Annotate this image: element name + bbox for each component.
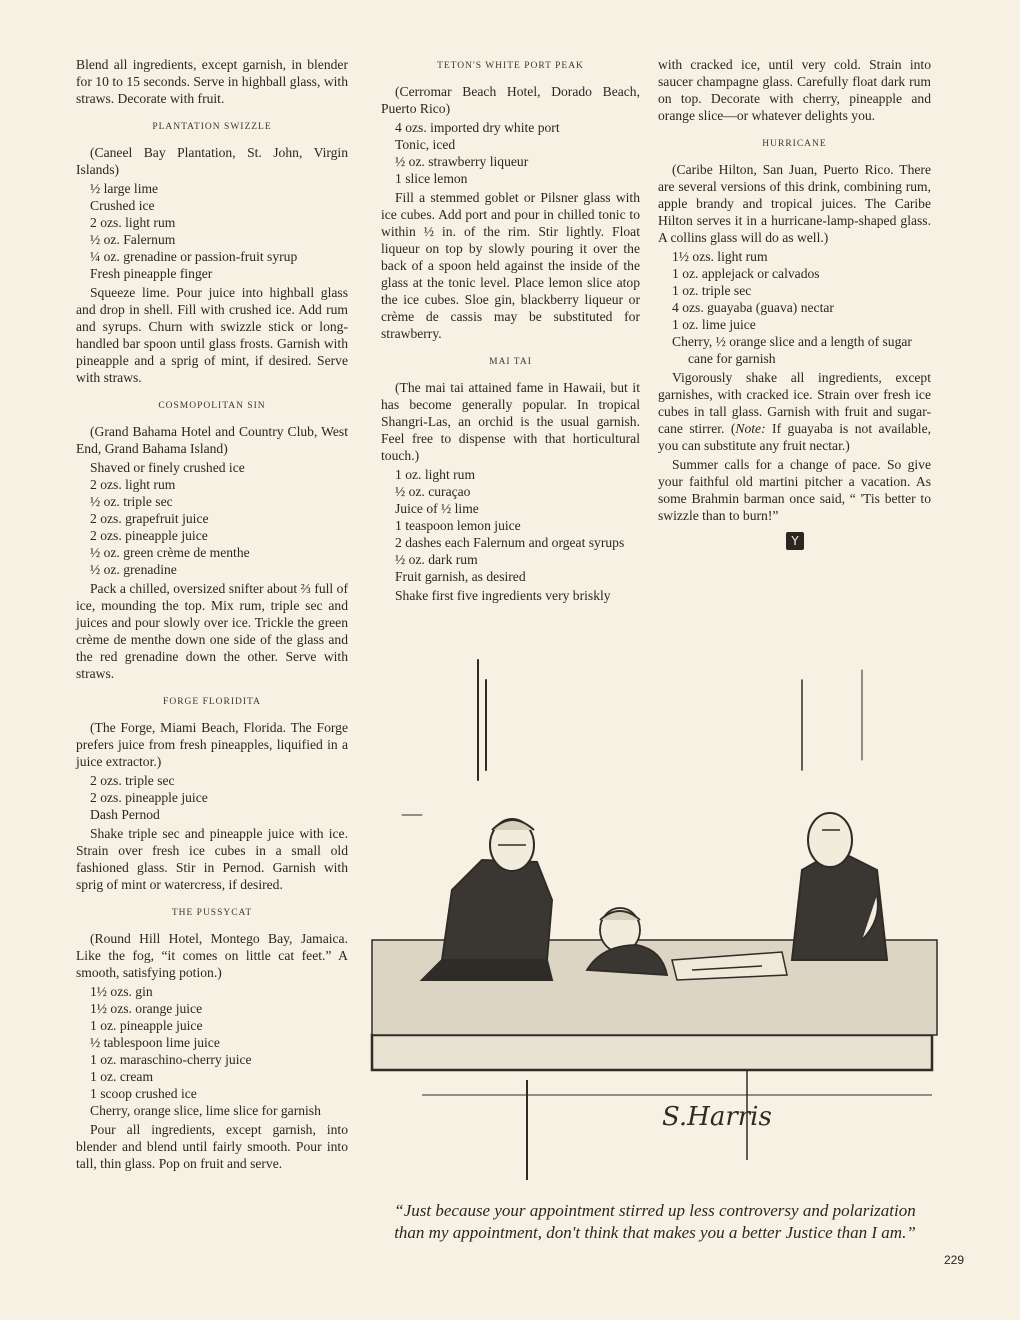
ingredient: 2 ozs. pineapple juice <box>90 790 208 805</box>
note-label: Note: <box>735 421 766 436</box>
recipe-method: Pour all ingredients, except garnish, into blender and blend until fairly smooth. Pour into tall, thin glass. Pop on fruit and serve. <box>76 1122 348 1171</box>
recipe-method <box>658 369 931 454</box>
method-text: Vigorously shake all ingredients, except garnishes, with cracked ice. Strain over fresh ice cubes in tall glass. Garnish with fruit and sugar-cane stirrer. ( <box>658 370 931 436</box>
ingredient: 1 oz. cream <box>90 1069 154 1084</box>
ingredient: 2 ozs. grapefruit juice <box>90 511 209 526</box>
ingredient: 1 oz. light rum <box>395 467 476 482</box>
justice-right <box>792 813 887 960</box>
ingredient: ½ oz. triple sec <box>90 494 173 509</box>
page-number: 229 <box>944 1253 965 1267</box>
ingredient: Juice of ½ lime <box>395 501 479 516</box>
ingredient: 1 oz. maraschino-cherry juice <box>90 1052 252 1067</box>
ingredient: 1 teaspoon lemon juice <box>395 518 521 533</box>
ingredient: Cherry, orange slice, lime slice for garnish <box>90 1103 321 1118</box>
ingredient-list <box>76 180 348 282</box>
recipe-intro: (Cerromar Beach Hotel, Dorado Beach, Puerto Rico) <box>381 84 640 116</box>
closing-paragraph: Summer calls for a change of pace. So give your faithful old martini pitcher a vacation. As some Brahmin barman once said, “ 'Tis better to swizzle than to burn!” <box>658 457 931 523</box>
ingredient: 1½ ozs. gin <box>90 984 153 999</box>
ingredient: Fruit garnish, as desired <box>395 569 526 584</box>
ingredient: 4 ozs. imported dry white port <box>395 120 560 135</box>
ingredient-list <box>76 983 348 1119</box>
recipe-title-forge-floridita: FORGE FLORIDITA <box>163 697 261 707</box>
ingredient: 2 ozs. triple sec <box>90 773 175 788</box>
ingredient: ½ oz. Falernum <box>90 232 176 247</box>
ingredient: 1 slice lemon <box>395 171 468 186</box>
recipe-title-cosmopolitan-sin: COSMOPOLITAN SIN <box>158 401 266 411</box>
ingredient-list <box>76 459 348 578</box>
recipe-title-mai-tai: MAI TAI <box>489 357 532 367</box>
column-3 <box>658 56 931 550</box>
recipe-title-tetons-white-port-peak: TETON'S WHITE PORT PEAK <box>437 61 584 71</box>
paragraph-continuation: Blend all ingredients, except garnish, in blender for 10 to 15 seconds. Serve in highball glass, with straws. Decorate with fruit. <box>76 57 348 106</box>
recipe-intro: (Caneel Bay Plantation, St. John, Virgin Islands) <box>76 145 348 177</box>
ingredient: 1 oz. applejack or calvados <box>672 266 820 281</box>
ingredient: 2 dashes each Falernum and orgeat syrups <box>395 535 625 550</box>
ingredient-list <box>658 248 931 367</box>
column-2 <box>381 58 640 606</box>
recipe-intro: (The mai tai attained fame in Hawaii, but it has become generally popular. In tropical Shangri-Las, an orchid is the usual garnish. Feel free to dispense with that horticultural touch.) <box>381 380 640 463</box>
bench <box>372 1035 932 1070</box>
ingredient: 1 oz. pineapple juice <box>90 1018 203 1033</box>
recipe-method: Shake first five ingredients very briskly <box>395 588 611 603</box>
ingredient: Cherry, ½ orange slice and a length of sugar cane for garnish <box>672 334 912 366</box>
method-text: If guayaba is not available, you can substitute any fruit nectar.) <box>658 421 932 453</box>
ingredient-list <box>381 466 640 585</box>
recipe-method: Fill a stemmed goblet or Pilsner glass with ice cubes. Add port and pour in chilled tonic to within ½ in. of the rim. Stir lightly. Float liqueur on top by slowly pouring it over the back of a spoon held against the inside of the glass at the tonic level. Place lemon slice atop the ice cubes. Sloe gin, blackberry liqueur or crème de cassis may be substituted for strawberry. <box>381 190 640 341</box>
recipe-title-plantation-swizzle: PLANTATION SWIZZLE <box>152 122 272 132</box>
recipe-intro: (Grand Bahama Hotel and Country Club, West End, Grand Bahama Island) <box>76 424 348 456</box>
ingredient: ½ oz. dark rum <box>395 552 478 567</box>
ingredient: Dash Pernod <box>90 807 160 822</box>
recipe-method: Pack a chilled, oversized snifter about ⅔ full of ice, mounding the top. Mix rum, triple sec and juices and pour slowly over ice. Trickle the green crème de menthe down one side of the glass and the red grenadine down the other. Serve with straws. <box>76 581 348 681</box>
ingredient: ½ oz. grenadine <box>90 562 177 577</box>
ingredient: Tonic, iced <box>395 137 456 152</box>
ingredient: 1½ ozs. orange juice <box>90 1001 203 1016</box>
ingredient: ½ oz. strawberry liqueur <box>395 154 529 169</box>
ingredient: 1 scoop crushed ice <box>90 1086 197 1101</box>
recipe-title-hurricane: HURRICANE <box>762 139 827 149</box>
recipe-intro: (Caribe Hilton, San Juan, Puerto Rico. There are several versions of this drink, combining rum, apple brandy and tropical juices. The Caribe Hilton serves it in a hurricane-lamp-shaped glass. A collins glass will do as well.) <box>658 162 931 245</box>
recipe-method: Shake triple sec and pineapple juice with ice. Strain over fresh ice cubes in a small old fashioned glass. Stir in Pernod. Garnish with sprig of mint or watercress, if desired. <box>76 826 348 892</box>
ingredient: 1½ ozs. light rum <box>672 249 768 264</box>
cartoon-caption: “Just because your appointment stirred up less controversy and polarization than my appointment, don't think that makes you a better Justice than I am.” <box>394 1201 916 1242</box>
ingredient: 1 oz. triple sec <box>672 283 752 298</box>
recipe-method: Squeeze lime. Pour juice into highball glass and drop in shell. Fill with crushed ice. Add rum and syrups. Churn with swizzle stick or long-handled bar spoon until glass frosts. Garnish with pineapple and a sprig of mint, if desired. Serve with straws. <box>76 285 348 385</box>
ingredient: Crushed ice <box>90 198 155 213</box>
ingredient: 4 ozs. guayaba (guava) nectar <box>672 300 834 315</box>
ingredient-list <box>76 772 348 823</box>
recipe-title-the-pussycat: THE PUSSYCAT <box>171 908 253 918</box>
ingredient-list <box>381 119 640 187</box>
recipe-intro: (Round Hill Hotel, Montego Bay, Jamaica. Like the fog, “it comes on little cat feet.” A smooth, satisfying potion.) <box>76 931 348 980</box>
ingredient: ½ oz. green crème de menthe <box>90 545 250 560</box>
ingredient: 2 ozs. light rum <box>90 215 176 230</box>
ingredient: 2 ozs. light rum <box>90 477 176 492</box>
paragraph-continuation: with cracked ice, until very cold. Strain into saucer champagne glass. Carefully float dark rum on top. Decorate with cherry, pineapple and orange slice—or whatever delights you. <box>658 57 931 123</box>
end-of-article-mark: Y <box>786 532 804 550</box>
ingredient: Shaved or finely crushed ice <box>90 460 245 475</box>
ingredient: ½ large lime <box>90 181 159 196</box>
ingredient: ½ tablespoon lime juice <box>90 1035 220 1050</box>
artist-signature: S.Harris <box>662 1102 772 1132</box>
ingredient: 2 ozs. pineapple juice <box>90 528 208 543</box>
ingredient: ½ oz. curaçao <box>395 484 471 499</box>
column-1 <box>76 56 348 1174</box>
ingredient: 1 oz. lime juice <box>672 317 756 332</box>
recipe-intro: (The Forge, Miami Beach, Florida. The Forge prefers juice from fresh pineapples, liquified in a juice extractor.) <box>76 720 348 769</box>
cartoon-illustration <box>362 640 942 1190</box>
ingredient: Fresh pineapple finger <box>90 266 213 281</box>
ingredient: ¼ oz. grenadine or passion-fruit syrup <box>90 249 298 264</box>
